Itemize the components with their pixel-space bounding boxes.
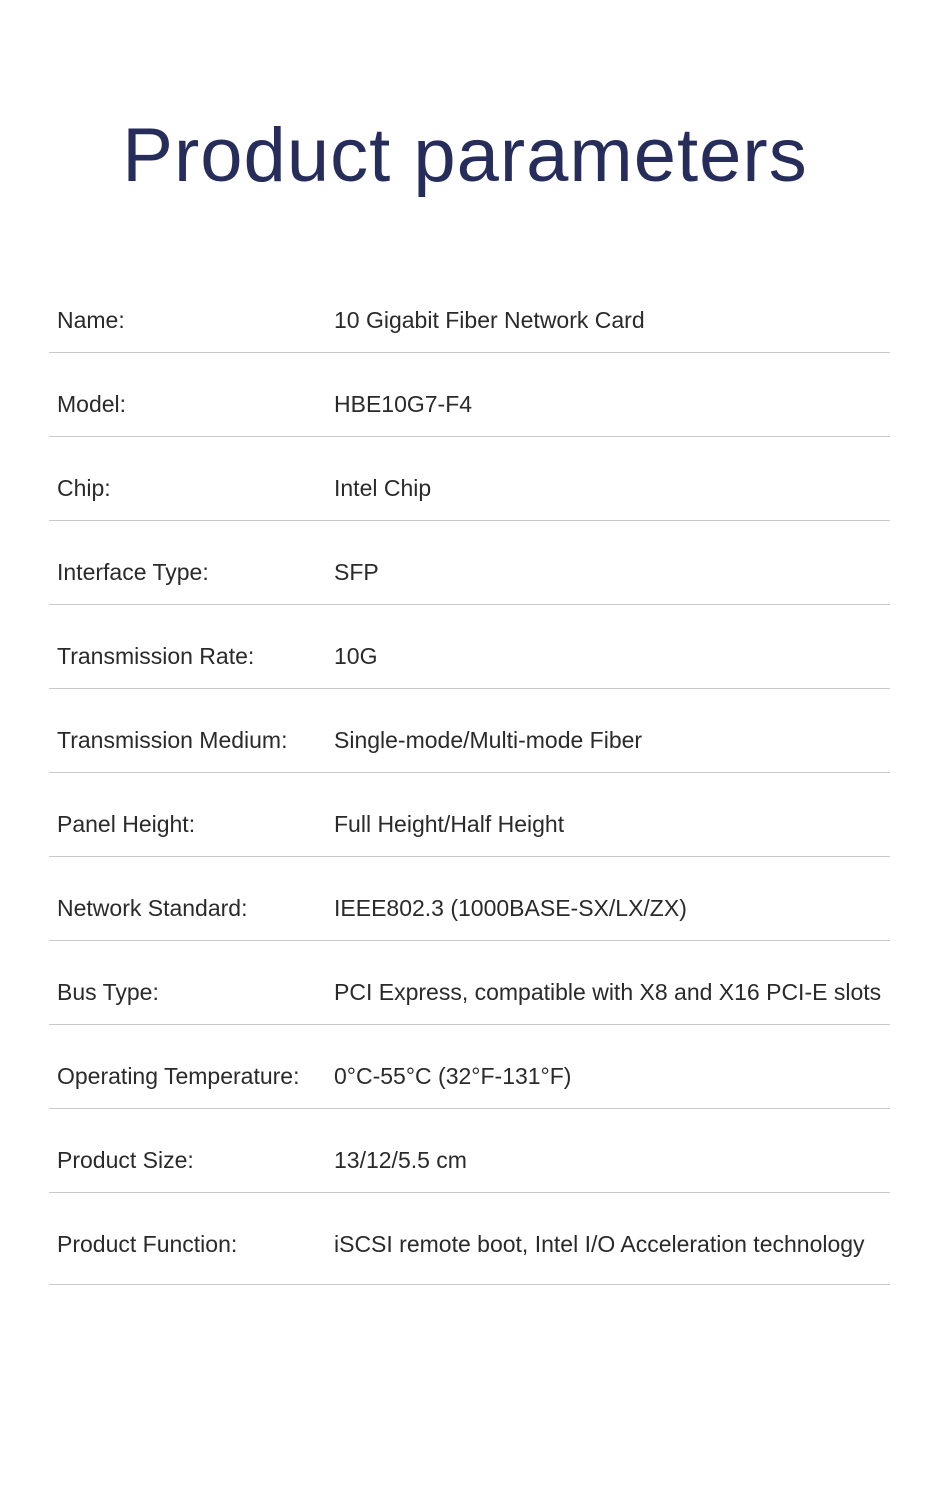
- spec-label: Operating Temperature:: [57, 1063, 300, 1089]
- spec-value: iSCSI remote boot, Intel I/O Acceleration technology: [334, 1231, 865, 1257]
- spec-row-chip: [49, 437, 890, 521]
- spec-value: Intel Chip: [334, 475, 432, 501]
- spec-label: Product Function:: [57, 1231, 238, 1257]
- spec-row-bus-type: [49, 941, 890, 1025]
- spec-value: Single-mode/Multi-mode Fiber: [334, 727, 643, 753]
- spec-row-product-size: [49, 1109, 890, 1193]
- spec-label: Network Standard:: [57, 895, 248, 921]
- spec-value: 10 Gigabit Fiber Network Card: [334, 307, 645, 333]
- spec-label: Name:: [57, 307, 125, 333]
- page-title: Product parameters: [122, 113, 808, 198]
- spec-value: Full Height/Half Height: [334, 811, 565, 837]
- spec-label: Transmission Medium:: [57, 727, 288, 753]
- spec-label: Panel Height:: [57, 811, 196, 837]
- spec-value: PCI Express, compatible with X8 and X16 PCI-E slots: [334, 979, 882, 1005]
- spec-row-panel-height: [49, 773, 890, 857]
- spec-row-network-standard: [49, 857, 890, 941]
- spec-table: [49, 269, 890, 1285]
- spec-value: 0°C-55°C (32°F-131°F): [334, 1063, 572, 1089]
- spec-label: Bus Type:: [57, 979, 159, 1005]
- spec-row-transmission-rate: [49, 605, 890, 689]
- spec-label: Product Size:: [57, 1147, 194, 1173]
- spec-label: Chip:: [57, 475, 111, 501]
- spec-row-transmission-medium: [49, 689, 890, 773]
- spec-row-name: [49, 269, 890, 353]
- spec-row-operating-temperature: [49, 1025, 890, 1109]
- spec-value: HBE10G7-F4: [334, 391, 473, 417]
- spec-value: 10G: [334, 643, 378, 669]
- spec-value: SFP: [334, 559, 379, 585]
- spec-label: Transmission Rate:: [57, 643, 255, 669]
- spec-value: IEEE802.3 (1000BASE-SX/LX/ZX): [334, 895, 687, 921]
- spec-row-product-function: [49, 1193, 890, 1285]
- spec-row-interface-type: [49, 521, 890, 605]
- spec-label: Interface Type:: [57, 559, 209, 585]
- spec-row-model: [49, 353, 890, 437]
- spec-value: 13/12/5.5 cm: [334, 1147, 467, 1173]
- spec-label: Model:: [57, 391, 127, 417]
